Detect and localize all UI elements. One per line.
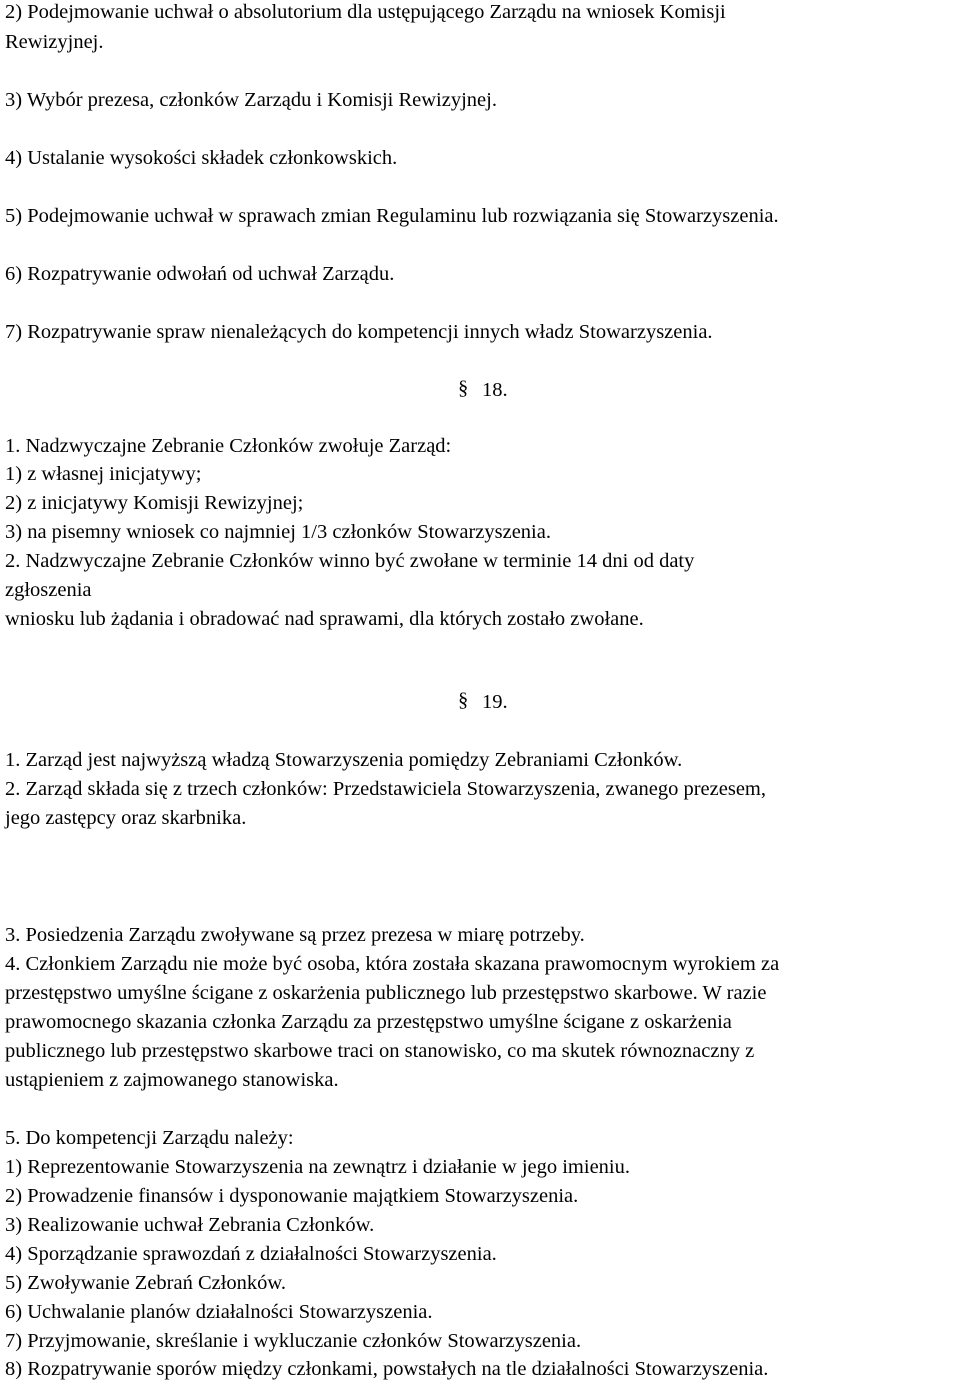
text-line: 5. Do kompetencji Zarządu należy: [5,1127,294,1149]
text-line: ustąpieniem z zajmowanego stanowiska. [5,1069,339,1091]
text-line: 7) Przyjmowanie, skreślanie i wykluczanie członków Stowarzyszenia. [5,1330,582,1352]
text-line: 1) Reprezentowanie Stowarzyszenia na zewnątrz i działanie w jego imieniu. [5,1156,630,1178]
text-line: 2) z inicjatywy Komisji Rewizyjnej; [5,492,304,514]
text-line: 6) Uchwalanie planów działalności Stowarzyszenia. [5,1301,433,1323]
text-line: 2) Prowadzenie finansów i dysponowanie majątkiem Stowarzyszenia. [5,1185,579,1207]
text-line: przestępstwo umyślne ścigane z oskarżenia publicznego lub przestępstwo skarbowe. W razie [5,982,767,1004]
text-line: 4) Sporządzanie sprawozdań z działalności Stowarzyszenia. [5,1243,497,1265]
section-heading-18 [458,378,508,402]
section-number: 19. [482,691,508,713]
text-line: Rewizyjnej. [5,31,104,53]
text-line: 3. Posiedzenia Zarządu zwoływane są przez prezesa w miarę potrzeby. [5,924,585,946]
text-line: 4) Ustalanie wysokości składek członkowskich. [5,147,398,169]
text-line: 1. Nadzwyczajne Zebranie Członków zwołuje Zarząd: [5,435,452,457]
text-line: 2. Nadzwyczajne Zebranie Członków winno być zwołane w terminie 14 dni od daty [5,550,695,572]
text-line: jego zastępcy oraz skarbnika. [5,807,247,829]
text-line: publicznego lub przestępstwo skarbowe traci on stanowisko, co ma skutek równoznaczny z [5,1040,755,1062]
text-line: 2) Podejmowanie uchwał o absolutorium dla ustępującego Zarządu na wniosek Komisji [5,1,726,23]
text-line: 4. Członkiem Zarządu nie może być osoba, która została skazana prawomocnym wyrokiem za [5,953,780,975]
text-line: 8) Rozpatrywanie sporów między członkami, powstałych na tle działalności Stowarzyszenia. [5,1358,769,1380]
text-line: wniosku lub żądania i obradować nad sprawami, dla których zostało zwołane. [5,608,644,630]
text-line: zgłoszenia [5,579,92,601]
section-heading-19 [458,690,508,714]
text-line: 5) Podejmowanie uchwał w sprawach zmian Regulaminu lub rozwiązania się Stowarzyszenia. [5,205,779,227]
text-line: 6) Rozpatrywanie odwołań od uchwał Zarządu. [5,263,395,285]
text-line: 3) na pisemny wniosek co najmniej 1/3 członków Stowarzyszenia. [5,521,551,543]
text-line: 3) Realizowanie uchwał Zebrania Członków. [5,1214,375,1236]
text-line: 5) Zwoływanie Zebrań Członków. [5,1272,287,1294]
section-sign: § [458,377,469,399]
text-line: prawomocnego skazania członka Zarządu za przestępstwo umyślne ścigane z oskarżenia [5,1011,732,1033]
section-number: 18. [482,379,508,401]
section-sign: § [458,689,469,711]
text-line: 7) Rozpatrywanie spraw nienależących do kompetencji innych władz Stowarzyszenia. [5,321,713,343]
text-line: 3) Wybór prezesa, członków Zarządu i Komisji Rewizyjnej. [5,89,497,111]
text-line: 1) z własnej inicjatywy; [5,463,202,485]
text-line: 1. Zarząd jest najwyższą władzą Stowarzyszenia pomiędzy Zebraniami Członków. [5,749,683,771]
text-line: 2. Zarząd składa się z trzech członków: Przedstawiciela Stowarzyszenia, zwanego prezesem, [5,778,767,800]
